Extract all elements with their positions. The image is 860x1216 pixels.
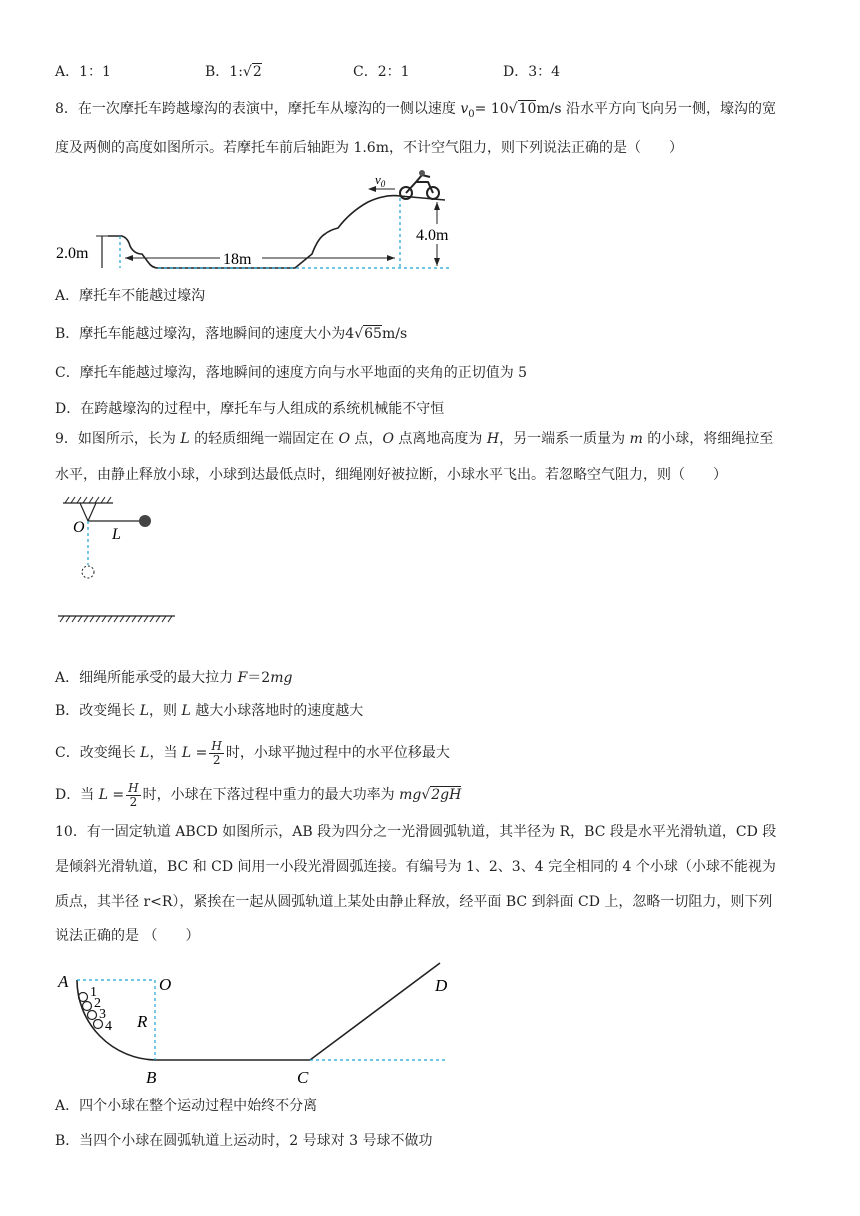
q8-stem-line2: 度及两侧的高度如图所示。若摩托车前后轴距为 1.6m，不计空气阻力，则下列说法正确的是（ ）: [55, 140, 683, 156]
q9-pendulum-figure: [55, 495, 185, 625]
q8-v0-symbol: v: [460, 101, 469, 117]
q8-option-b-coef: 4: [345, 326, 355, 342]
q8-stem-text-b: m/s 沿水平方向飞向另一侧，壕沟的宽: [536, 101, 777, 117]
q9-option-d-root: 2gH: [431, 787, 462, 803]
q8-fig-right-height: 4.0m: [416, 227, 449, 244]
q10-fig-ball-4: 4: [105, 1019, 112, 1034]
q8-fig-ground-profile: [108, 196, 445, 268]
fraction-numerator: H: [211, 738, 222, 753]
q9-option-b: [55, 701, 363, 721]
q8-v0-sub: 0: [468, 108, 475, 120]
q9-text-a: 9．如图所示，长为: [55, 431, 181, 447]
q8-fig-velocity-label: $v_0$: [375, 172, 386, 189]
q9-option-b-L2: L: [181, 703, 191, 719]
q8-option-a: A．摩托车不能越过壕沟: [55, 288, 206, 304]
q9-text-c: 点，: [350, 431, 383, 447]
q8-option-c: C．摩托车能越过壕沟，落地瞬间的速度方向与水平地面的夹角的正切值为 5: [55, 365, 528, 381]
q9-fig-ball-lowest: [82, 566, 94, 578]
q10-stem-line1: 10．有一固定轨道 ABCD 如图所示，AB 段为四分之一光滑圆弧轨道，其半径为 R，BC 段是水平光滑轨道，CD 段: [55, 824, 777, 840]
q9-option-d-text: D．当: [55, 787, 99, 803]
q9-option-a: [55, 668, 292, 688]
q7-option-b-root: 2: [252, 64, 262, 80]
q9-option-b-mid: ，则: [149, 703, 182, 719]
sqrt-sign: √: [508, 101, 518, 117]
q9-option-c-L: L: [140, 745, 150, 761]
q10-fig-B-label: B: [146, 1068, 157, 1087]
q9-option-d-post: 时，小球在下落过程中重力的最大功率为: [142, 787, 400, 803]
q8-trench-figure: [50, 168, 460, 273]
q10-fig-ball-3: 3: [99, 1007, 106, 1022]
q8-option-b-root: 65: [364, 326, 382, 342]
q9-option-c-L2: L: [181, 745, 192, 761]
q9-option-c-fraction: [209, 740, 223, 767]
q7-option-a: A．1：1: [55, 64, 111, 80]
q8-fig-width-label: 18m: [223, 251, 252, 268]
q9-option-c-post: 时，小球平抛过程中的水平位移最大: [225, 745, 450, 761]
q10-stem-line2: 是倾斜光滑轨道，BC 和 CD 间用一小段光滑圆弧连接。有编号为 1、2、3、4 完全相同的 4 个小球（小球不能视为: [55, 859, 776, 875]
q8-v0-eq: = 10: [474, 101, 509, 117]
q8-option-b-unit: m/s: [381, 326, 408, 342]
q9-stem-line2: 水平，由静止释放小球，小球到达最低点时，细绳刚好被拉断，小球水平飞出。若忽略空气阻力，则（ ）: [55, 467, 727, 483]
q9-option-a-text: A．细绳所能承受的最大拉力: [55, 670, 238, 686]
q9-O: O: [338, 431, 351, 447]
q10-fig-R-label: R: [137, 1012, 148, 1031]
q9-option-d-mg: mg: [399, 787, 422, 803]
q9-option-d-L: L: [98, 787, 108, 803]
q10-fig-track: [77, 963, 440, 1060]
q9-text-b: 的轻质细绳一端固定在: [189, 431, 339, 447]
q8-option-d: D．在跨越壕沟的过程中，摩托车与人组成的系统机械能不守恒: [55, 401, 445, 417]
q9-text-f: 的小球，将细绳拉至: [642, 431, 774, 447]
q9-option-a-eq: ＝2: [247, 670, 271, 686]
q9-option-d-eq: =: [107, 787, 125, 803]
q10-fig-ball-2: 2: [94, 996, 101, 1011]
q9-text-d: 点离地高度为: [393, 431, 487, 447]
q9-O-2: O: [382, 431, 394, 447]
fraction-numerator: H: [128, 780, 139, 795]
q9-H: H: [486, 431, 500, 447]
q9-option-c-eq: =: [191, 745, 208, 761]
q10-fig-C-label: C: [297, 1068, 309, 1087]
q10-fig-A-label: A: [58, 972, 69, 991]
q9-option-a-F: F: [237, 670, 248, 686]
q10-fig-D-label: D: [435, 976, 448, 995]
q8-stem-line1: [55, 99, 776, 125]
fraction-denominator: 2: [212, 752, 221, 767]
q9-option-c-text: C．改变绳长: [55, 745, 141, 761]
q9-option-d-fraction: [126, 782, 140, 809]
q9-fig-ceiling-hatch: [65, 497, 111, 503]
q7-option-b-value: 1:: [229, 64, 243, 80]
q9-text-e: ，另一端系一质量为: [499, 431, 630, 447]
q9-option-b-text: B．改变绳长: [55, 703, 140, 719]
q10-option-a: A．四个小球在整个运动过程中始终不分离: [55, 1098, 318, 1114]
q9-option-d: [55, 780, 461, 810]
q7-option-b: [205, 61, 262, 81]
q9-stem-line1: [55, 429, 773, 449]
q9-L: L: [180, 431, 190, 447]
sqrt-sign: √: [242, 64, 252, 80]
sqrt-sign: √: [421, 787, 431, 803]
q7-option-d: D．3：4: [503, 64, 561, 80]
motorcycle-icon: [400, 170, 439, 199]
q10-fig-O-label: O: [159, 975, 172, 994]
q9-option-b-L: L: [139, 703, 150, 719]
q8-option-b: [55, 324, 407, 344]
fraction-denominator: 2: [129, 794, 138, 809]
q9-fig-ground-hatch: [60, 616, 172, 622]
q8-fig-left-height: 2.0m: [56, 245, 89, 262]
sqrt-sign: √: [354, 326, 364, 342]
q8-stem-text-a: 8．在一次摩托车跨越壕沟的表演中，摩托车从壕沟的一侧以速度: [55, 101, 456, 117]
q10-stem-line3: 质点，其半径 r<R），紧挨在一起从圆弧轨道上某处由静止释放，经平面 BC 到斜面 CD 上，忽略一切阻力，则下列: [55, 894, 773, 910]
q10-stem-line4: 说法正确的是 （ ）: [55, 928, 200, 944]
q9-option-c-mid: ，当: [149, 745, 182, 761]
q9-option-a-mg: mg: [270, 670, 293, 686]
q7-option-b-label: B．: [205, 64, 230, 80]
q8-option-b-text: B．摩托车能越过壕沟，落地瞬间的速度大小为: [55, 326, 346, 342]
q9-fig-ball: [139, 515, 151, 527]
q10-track-figure: [55, 955, 465, 1090]
q9-fig-O-label: O: [73, 519, 85, 536]
q10-fig-ball-1: 1: [90, 985, 97, 1000]
q10-option-b: B．当四个小球在圆弧轨道上运动时，2 号球对 3 号球不做功: [55, 1133, 433, 1149]
q9-m: m: [629, 431, 643, 447]
q9-option-c: [55, 738, 450, 768]
q9-fig-L-label: L: [112, 526, 121, 543]
q9-option-b-post: 越大小球落地时的速度越大: [190, 703, 364, 719]
q7-option-c: C．2：1: [353, 64, 410, 80]
q8-v0-root: 10: [518, 101, 537, 117]
